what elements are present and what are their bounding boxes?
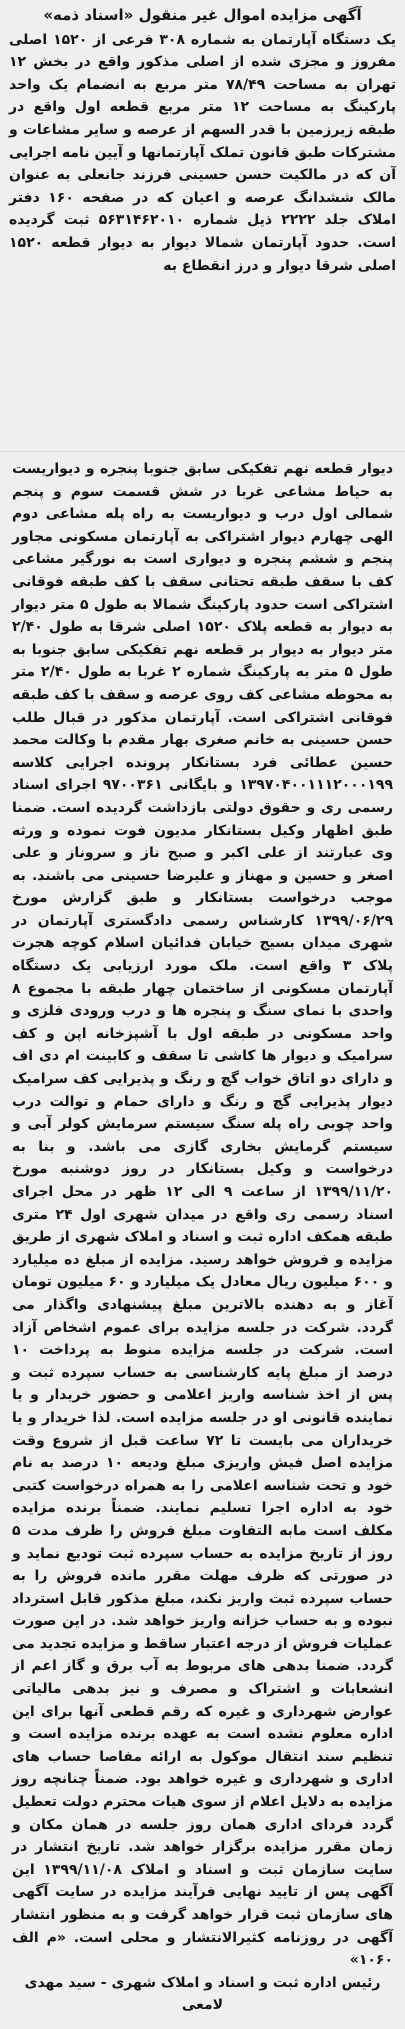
notice-intro-paragraph: یک دستگاه آپارتمان به شماره ۳۰۸ فرعی از ۱۵۲۰ اصلی مفروز و مجزی شده از اصلی مذکور واقع در بخش ۱۲ تهران به مساحت ۷۸/۴۹ متر مربع به انضمام یک واحد پارکینگ به مساحت ۱۲ متر مربع قطعه اول واقع در طبقه زیرزمین با قدر السهم از عرصه و سایر مشاعات و مشترکات طبق قانون تملک آپارتمانها و آیین نامه اجرایی آن که در مالکیت حسن حسینی فرزند جانعلی به عنوان مالک ششدانگ عرصه و اعیان که در صفحه ۱۶۰ دفتر املاک جلد ۲۲۲۲ ذیل شماره ۵۶۳۱۴۶۲۰۱۰ ثبت گردیده است. حدود آپارتمان شمالا دیوار به دیوار قطعه ۱۵۲۰ اصلی شرقا دیوار و درز انقطاع به [9,31,397,274]
notice-signature: رئیس اداره ثبت و اسناد و املاک شهری - سید مهدی لامعی [24,1974,381,2014]
notice-body-paragraph: دیوار قطعه نهم تفکیکی سابق جنوبا پنجره و دیواریست به حیاط مشاعی غربا در شش قسمت سوم و پنجم شمالی اول درب و دیواریست به راه پله مشاعی دوم الهی چهارم دیوار اشتراکی به آپارتمان مسکونی مجاور پنجم و ششم پنجره و دیواری است به نورگیر مشاعی کف با سقف طبقه تحتانی سقف با کف طبقه فوقانی اشتراکی است حدود پارکینگ شمالا به طول ۵ متر دیوار به دیوار به قطعه پلاک ۱۵۲۰ اصلی شرقا به طول ۲/۴۰ متر دیوار به دیوار بر قطعه نهم تفکیکی سابق جنوبا به طول ۵ متر به پارکینگ شماره ۲ غربا به طول ۲/۴۰ متر به محوطه مشاعی کف روی عرصه و سقف با کف طبقه فوقانی اشتراکی است. آپارتمان مذکور در قبال طلب حسن حسینی به خانم صغری بهار مقدم با وکالت محمد حسین عطائی فرد بستانکار پرونده اجرایی کلاسه ۱۳۹۷۰۴۰۰۱۱۱۲۰۰۰۱۹۹ و بایگانی ۹۷۰۰۳۶۱ اجرای اسناد رسمی ری و حقوق دولتی بازداشت گردیده است. ضمنا طبق اظهار وکیل بستانکار مدیون فوت نموده و ورثه وی عبارتند از علی اکبر و صبح ناز و سروناز و علی اصغر و حسین و مهناز و علیرضا حسینی می باشند. به موجب درخواست بستانکار و طبق گزارش مورخ ۱۳۹۹/۰۶/۲۹ کارشناس رسمی دادگستری آپارتمان در شهری میدان بسیج خیابان فدائیان اسلام کوچه هجرت پلاک ۳ واقع است. ملک مورد ارزیابی یک دستگاه آپارتمان مسکونی از ساختمان چهار طبقه با مجموع ۸ واحدی با نمای سنگ و پنجره ها و درب ورودی فلزی و واحد مسکونی در طبقه اول با آشپزخانه اپن و کف سرامیک و دیوار ها کاشی تا سقف و کابینت ام دی اف و دارای دو اتاق خواب گچ و رنگ و پذیرایی کف سرامیک دیوار پذیرایی گچ و رنگ و دارای حمام و توالت درب واحد چوبی راه پله سنگ سیستم سرمایش کولر آبی و سیستم گرمایش بخاری گازی می باشد. و بنا به درخواست و وکیل بستانکار در روز دوشنبه مورخ ۱۳۹۹/۱۱/۲۰ از ساعت ۹ الی ۱۲ ظهر در محل اجرای اسناد رسمی ری واقع در میدان شهری اول ۲۴ متری طبقه همکف اداره ثبت و اسناد و املاک شهری از طریق مزایده و فروش خواهد رسید. مزایده از مبلغ ده میلیارد و ۶۰۰ میلیون ریال معادل یک میلیارد و ۶۰ میلیون تومان آغاز و به دهنده بالاترین مبلغ پیشنهادی واگذار می گردد. شرکت در جلسه مزایده برای عموم اشخاص آزاد است. شرکت در جلسه مزایده منوط به پرداخت ۱۰ درصد از مبلغ پایه کارشناسی به حساب سپرده ثبت و پس از اخذ شناسه واریز اعلامی و حضور خریدار و یا نماینده قانونی او در جلسه مزایده است. لذا خریدار و یا خریداران می بایست تا ۷۲ ساعت قبل از شروع وقت مزایده اصل فیش واریزی مبلغ ودیعه ۱۰ درصد به نام خود و تحت شناسه اعلامی را به همراه درخواست کتبی خود به اداره اجرا تسلیم نمایند. ضمناً برنده مزایده مکلف است مابه التفاوت مبلغ فروش را ظرف مدت ۵ روز از تاریخ مزایده به حساب سپرده ثبت تودیع نماید و در صورتی که ظرف مهلت مقرر مانده فروش را به حساب سپرده ثبت واریز نکند، مبلغ مذکور قابل استرداد نبوده و به حساب خزانه واریز خواهد شد. در این صورت عملیات فروش از درجه اعتبار ساقط و مزایده تجدید می گردد. ضمنا بدهی های مربوط به آب برق و گاز اعم از انشعابات و اشتراک و مصرف و نیز بدهی مالیاتی عوارض شهرداری و غیره که رقم قطعی آنها برای این اداره معلوم نشده است به عهده برنده مزایده است و تنظیم سند انتقال موکول به ارائه مفاصا حساب های اداری و شهرداری و غیره خواهد بود. ضمناً چنانچه روز مزایده به دلایل اعلام از سوی هیات محترم دولت تعطیل گردد فردای اداری همان روز جلسه در همان مکان و زمان مقرر مزایده برگزار خواهد شد. تاریخ انتشار در سایت سازمان ثبت و اسناد و املاک ۱۳۹۹/۱۱/۰۸ این آگهی پس از تایید نهایی فرآیند مزایده در سایت آگهی های سازمان ثبت قرار خواهد گرفت و به منظور انتشار آگهی در روزنامه کثیرالانتشار و محلی است. «م الف ۱۰۶۰» [12,461,394,1969]
notice-main-block [0,452,405,2029]
notice-top-block [0,0,405,452]
notice-title: آگهی مزایده اموال غیر منقول «اسناد ذمه» [43,6,362,24]
